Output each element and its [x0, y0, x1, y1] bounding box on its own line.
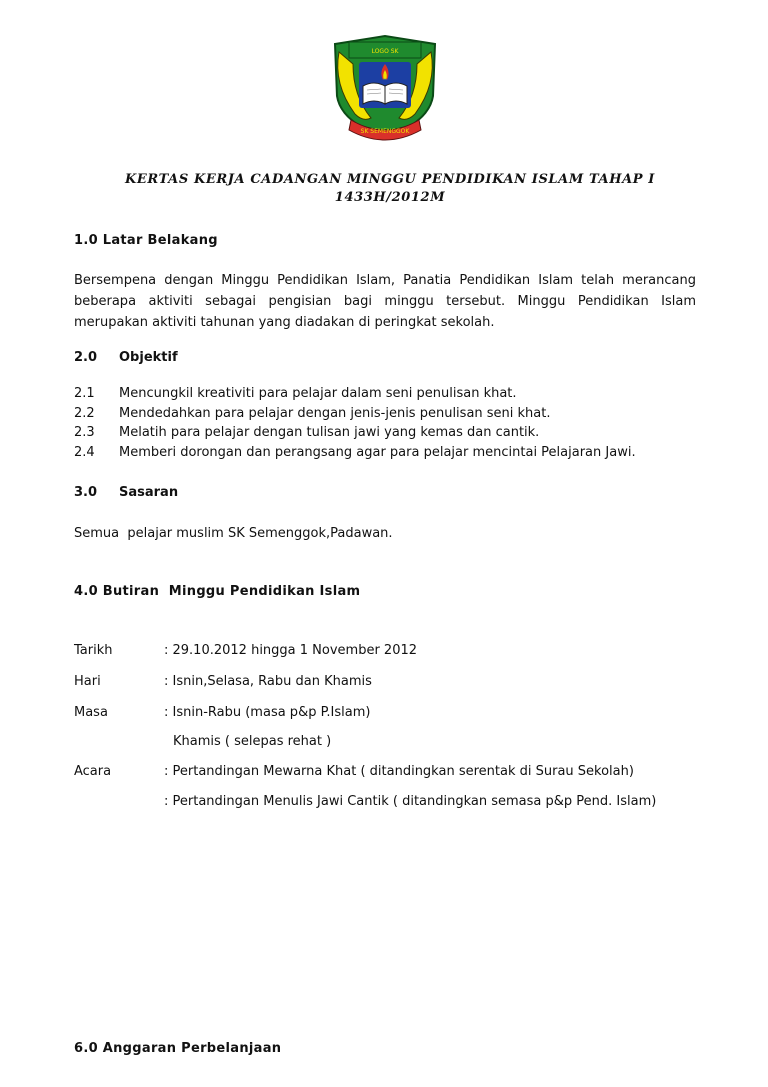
hari-label: Hari — [74, 674, 101, 689]
objective-number: 2.3 — [74, 425, 95, 440]
document-title-line1: KERTAS KERJA CADANGAN MINGGU PENDIDIKAN ISLAM TAHAP I — [125, 172, 655, 187]
section-2-heading: Objektif — [119, 350, 178, 365]
acara-value: : Pertandingan Mewarna Khat ( ditandingkan serentak di Surau Sekolah) — [164, 764, 634, 779]
section-3-text: Semua pelajar muslim SK Semenggok,Padawan. — [74, 526, 393, 541]
section-6-heading: 6.0 Anggaran Perbelanjaan — [74, 1041, 282, 1056]
section-4-heading: 4.0 Butiran Minggu Pendidikan Islam — [74, 584, 361, 599]
objective-text: Mencungkil kreativiti para pelajar dalam seni penulisan khat. — [119, 386, 517, 401]
tarikh-label: Tarikh — [74, 643, 113, 658]
acara-label: Acara — [74, 764, 112, 779]
masa-value-2: Khamis ( selepas rehat ) — [173, 734, 332, 749]
acara-value-2: : Pertandingan Menulis Jawi Cantik ( ditandingkan semasa p&p Pend. Islam) — [164, 794, 657, 809]
objective-number: 2.2 — [74, 406, 95, 421]
objective-number: 2.1 — [74, 386, 95, 401]
section-2-number: 2.0 — [74, 350, 98, 365]
masa-value: : Isnin-Rabu (masa p&p P.Islam) — [164, 705, 371, 720]
svg-text:SK SEMENGGOK: SK SEMENGGOK — [360, 128, 410, 135]
objective-text: Melatih para pelajar dengan tulisan jawi yang kemas dan cantik. — [119, 425, 540, 440]
section-3-number: 3.0 — [74, 485, 98, 500]
section-1-heading: 1.0 Latar Belakang — [74, 233, 218, 248]
objective-text: Memberi dorongan dan perangsang agar para pelajar mencintai Pelajaran Jawi. — [119, 445, 636, 460]
svg-text:LOGO SK: LOGO SK — [371, 48, 399, 55]
masa-label: Masa — [74, 705, 108, 720]
document-title-line2: 1433H/2012M — [334, 190, 446, 205]
school-logo-graphic — [329, 34, 441, 146]
objective-number: 2.4 — [74, 445, 95, 460]
objective-text: Mendedahkan para pelajar dengan jenis-jenis penulisan seni khat. — [119, 406, 551, 421]
section-1-paragraph: Bersempena dengan Minggu Pendidikan Islam, Panatia Pendidikan Islam telah merancang beberapa aktiviti sebagai pengisian bagi minggu tersebut. Minggu Pendidikan Islam merupakan aktiviti tahunan yang diadakan di peringkat sekolah. — [74, 273, 696, 330]
hari-value: : Isnin,Selasa, Rabu dan Khamis — [164, 674, 372, 689]
school-logo — [329, 34, 441, 146]
tarikh-value: : 29.10.2012 hingga 1 November 2012 — [164, 643, 418, 658]
section-3-heading: Sasaran — [119, 485, 179, 500]
